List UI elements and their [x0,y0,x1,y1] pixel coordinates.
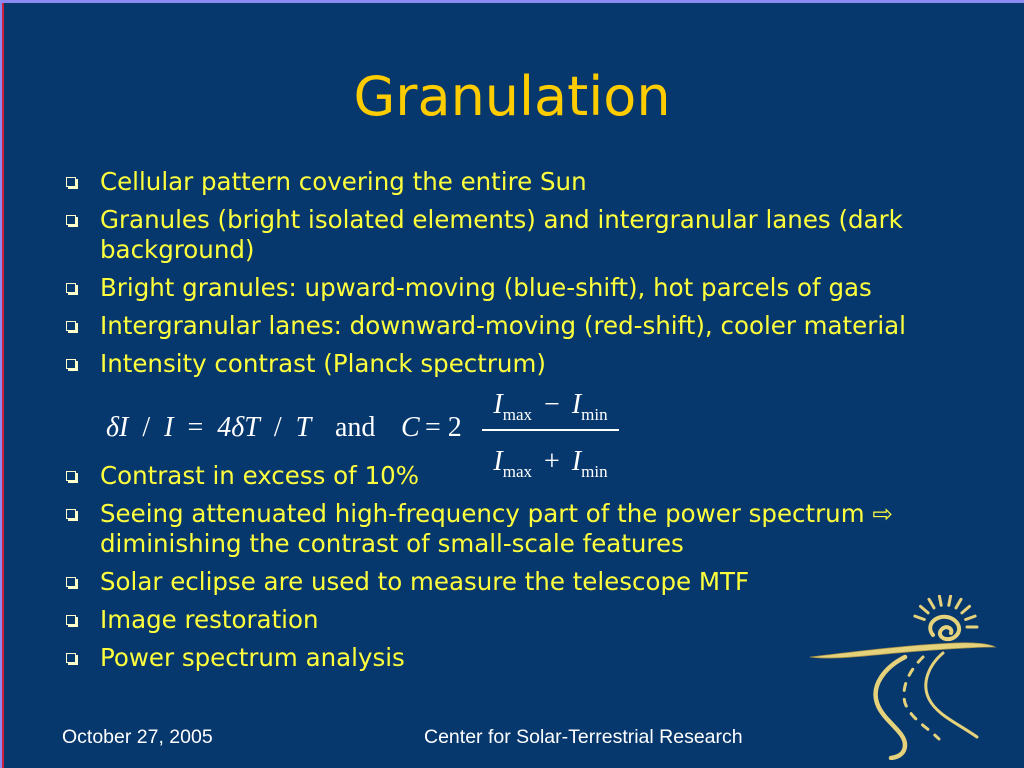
hollow-right-arrow-icon: ⇨ [872,499,893,528]
sun-spiral [930,617,959,639]
bullet-item [64,567,893,597]
formula-operator: + [544,446,560,477]
hollow-square-icon [66,653,76,663]
bullet-text: Cellular pattern covering the entire Sun [100,167,587,196]
formula-subscript: max [502,462,533,481]
formula-token: I [571,389,582,420]
formula-contrast-variable: C [401,412,420,443]
hollow-square-icon [66,283,76,293]
bullet-text: Intergranular lanes: downward-moving (red-shift), cooler material [100,311,906,340]
bullet-item [64,349,906,379]
formula-operator: / [273,412,282,443]
bullet-text: Power spectrum analysis [100,643,405,672]
sun-rays [915,596,977,627]
bullet-text: Granules (bright isolated elements) and intergranular lanes (dark [100,205,903,234]
bullet-text: Seeing attenuated high-frequency part of the power spectrum [100,499,865,528]
bullet-text-with-arrow [100,499,893,529]
formula-subscript: min [581,462,608,481]
formula-subscript: max [502,405,533,424]
formula-operator: = [187,412,204,443]
formula-token: I [571,446,582,477]
bullet-item [64,461,893,491]
bullet-item [64,605,893,635]
footer-organization: Center for Solar-Terrestrial Research [424,726,743,748]
hollow-square-icon [66,577,76,587]
bullet-list-top [64,167,906,387]
bullet-item [64,643,893,673]
hollow-square-icon [66,321,76,331]
road-center-line [904,657,939,739]
slide-border-top [0,0,1024,3]
hollow-square-icon [66,471,76,481]
formula-operator: − [544,389,560,420]
bullet-text: Intensity contrast (Planck spectrum) [100,349,546,378]
slide-title: Granulation [353,65,671,128]
hollow-square-icon [66,509,76,519]
bullet-text: Contrast in excess of 10% [100,461,420,490]
hollow-square-icon [66,615,76,625]
bullet-text-continued: diminishing the contrast of small-scale features [100,529,684,558]
formula-subscript: min [581,405,608,424]
hollow-square-icon [66,177,76,187]
hollow-square-icon [66,215,76,225]
formula-operator: / [142,412,151,443]
bullet-text: Bright granules: upward-moving (blue-shift), hot parcels of gas [100,273,872,302]
bullet-item [64,273,906,303]
formula-relative-intensity [106,412,311,444]
formula-token: I [493,446,503,477]
hollow-square-icon [66,359,76,369]
formula-token: I [164,412,174,443]
formula-token: 4δT [217,412,260,443]
formula-token: T [295,412,312,443]
sun-road-logo-icon [805,595,1000,760]
bullet-text: Solar eclipse are used to measure the telescope MTF [100,567,750,596]
fraction-bar [482,429,619,431]
bullet-text-continued: background) [100,235,255,264]
bullet-item [64,205,906,265]
road-right-edge [926,653,977,737]
horizon-sweep [810,643,995,658]
fraction-numerator [482,389,619,424]
road-left-edge [876,657,905,758]
formula-token: δI [106,412,129,443]
formula-equals-two: = 2 [425,412,462,443]
bullet-list-bottom [64,461,893,681]
formula-conjunction: and [335,412,376,443]
bullet-item [64,499,893,559]
bullet-item [64,167,906,197]
bullet-item [64,311,906,341]
formula-token: I [493,389,503,420]
footer-date: October 27, 2005 [62,726,213,748]
bullet-text: Image restoration [100,605,319,634]
